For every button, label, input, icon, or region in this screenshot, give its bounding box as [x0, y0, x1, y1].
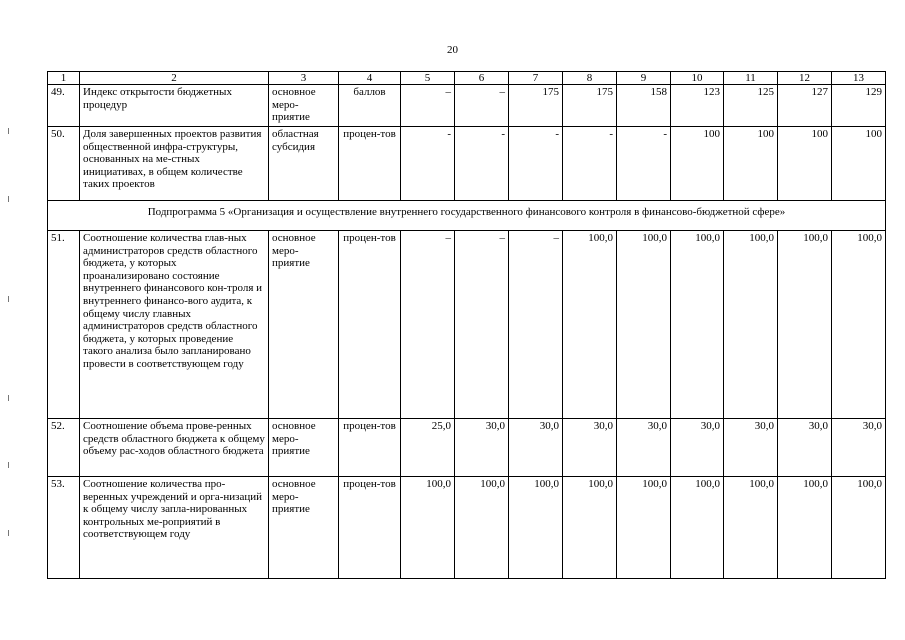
column-number: 10	[671, 72, 724, 85]
indicator-value: –	[401, 85, 455, 127]
indicator-value: 100,0	[617, 477, 671, 579]
indicator-source: областная субсидия	[269, 127, 339, 201]
indicator-value: 100,0	[671, 477, 724, 579]
indicator-value: 30,0	[724, 419, 778, 477]
indicator-source: основное меро-приятие	[269, 85, 339, 127]
table-row	[48, 127, 886, 201]
indicator-value: 127	[778, 85, 832, 127]
indicators-table	[47, 71, 886, 579]
indicator-value: 100,0	[455, 477, 509, 579]
indicator-unit: процен-тов	[339, 231, 401, 419]
indicator-value: –	[455, 231, 509, 419]
column-number: 13	[832, 72, 886, 85]
table-row	[48, 419, 886, 477]
subprogram-row	[48, 201, 886, 231]
indicator-value: 100	[778, 127, 832, 201]
margin-mark	[8, 462, 9, 468]
indicator-value: –	[509, 231, 563, 419]
column-number: 6	[455, 72, 509, 85]
column-number: 8	[563, 72, 617, 85]
column-number: 11	[724, 72, 778, 85]
column-number: 7	[509, 72, 563, 85]
column-number: 1	[48, 72, 80, 85]
indicator-value: 100	[724, 127, 778, 201]
margin-mark	[8, 395, 9, 401]
column-number: 9	[617, 72, 671, 85]
indicator-name: Соотношение количества глав-ных администраторов средств областного бюджета, у которых проанализировано состояние внутреннего финансового кон-троля и внутреннего финансо-вого аудита, к общему числу главных администраторов средств областного бюджета, у которых проведение такого анализа было запланировано провести в соответствующем году	[80, 231, 269, 419]
indicator-source: основное меро-приятие	[269, 419, 339, 477]
margin-mark	[8, 196, 9, 202]
row-number: 53.	[48, 477, 80, 579]
indicator-value: 123	[671, 85, 724, 127]
indicator-value: 30,0	[832, 419, 886, 477]
indicator-value: 30,0	[563, 419, 617, 477]
indicator-value: 125	[724, 85, 778, 127]
indicator-value: 100,0	[832, 231, 886, 419]
indicator-source: основное меро-приятие	[269, 477, 339, 579]
indicator-unit: баллов	[339, 85, 401, 127]
row-number: 49.	[48, 85, 80, 127]
indicator-value: -	[401, 127, 455, 201]
indicator-value: 30,0	[509, 419, 563, 477]
indicator-value: 100,0	[778, 477, 832, 579]
indicator-value: 100	[671, 127, 724, 201]
indicator-value: 30,0	[617, 419, 671, 477]
indicator-name: Соотношение объема прове-ренных средств областного бюджета к общему объему рас-ходов областного бюджета	[80, 419, 269, 477]
indicator-source: основное меро-приятие	[269, 231, 339, 419]
column-number: 2	[80, 72, 269, 85]
column-number-row	[48, 72, 886, 85]
column-number: 5	[401, 72, 455, 85]
indicator-value: 100,0	[724, 231, 778, 419]
indicator-unit: процен-тов	[339, 419, 401, 477]
column-number: 4	[339, 72, 401, 85]
indicator-value: -	[617, 127, 671, 201]
indicator-value: 100,0	[671, 231, 724, 419]
subprogram-title: Подпрограмма 5 «Организация и осуществление внутреннего государственного финансового контроля в финансово-бюджетной сфере»	[48, 201, 886, 231]
column-number: 12	[778, 72, 832, 85]
margin-mark	[8, 128, 9, 134]
indicator-value: 100,0	[401, 477, 455, 579]
indicator-value: -	[455, 127, 509, 201]
indicator-name: Индекс открытости бюджетных процедур	[80, 85, 269, 127]
indicator-value: 100,0	[563, 477, 617, 579]
indicator-value: 100,0	[832, 477, 886, 579]
table-row	[48, 85, 886, 127]
indicator-value: 175	[563, 85, 617, 127]
indicator-value: 25,0	[401, 419, 455, 477]
column-number: 3	[269, 72, 339, 85]
indicator-unit: процен-тов	[339, 127, 401, 201]
indicator-value: 100,0	[724, 477, 778, 579]
indicator-value: 158	[617, 85, 671, 127]
indicator-value: 100	[832, 127, 886, 201]
indicator-value: –	[401, 231, 455, 419]
indicator-value: 100,0	[778, 231, 832, 419]
indicator-value: -	[509, 127, 563, 201]
indicator-value: 129	[832, 85, 886, 127]
indicator-unit: процен-тов	[339, 477, 401, 579]
indicator-value: 100,0	[563, 231, 617, 419]
row-number: 50.	[48, 127, 80, 201]
row-number: 51.	[48, 231, 80, 419]
indicator-value: 30,0	[671, 419, 724, 477]
table-row	[48, 231, 886, 419]
page-number: 20	[447, 44, 458, 56]
table-row	[48, 477, 886, 579]
indicator-value: 100,0	[617, 231, 671, 419]
indicator-value: 175	[509, 85, 563, 127]
indicator-value: -	[563, 127, 617, 201]
indicator-value: 30,0	[778, 419, 832, 477]
indicator-name: Соотношение количества про-веренных учреждений и орга-низаций к общему числу запла-нированных контрольных ме-роприятий в соответствующем году	[80, 477, 269, 579]
margin-mark	[8, 530, 9, 536]
margin-mark	[8, 296, 9, 302]
indicator-value: 100,0	[509, 477, 563, 579]
indicator-name: Доля завершенных проектов развития общественной инфра-структуры, основанных на ме-стных инициативах, в общем количестве таких проектов	[80, 127, 269, 201]
row-number: 52.	[48, 419, 80, 477]
indicator-value: –	[455, 85, 509, 127]
indicator-value: 30,0	[455, 419, 509, 477]
